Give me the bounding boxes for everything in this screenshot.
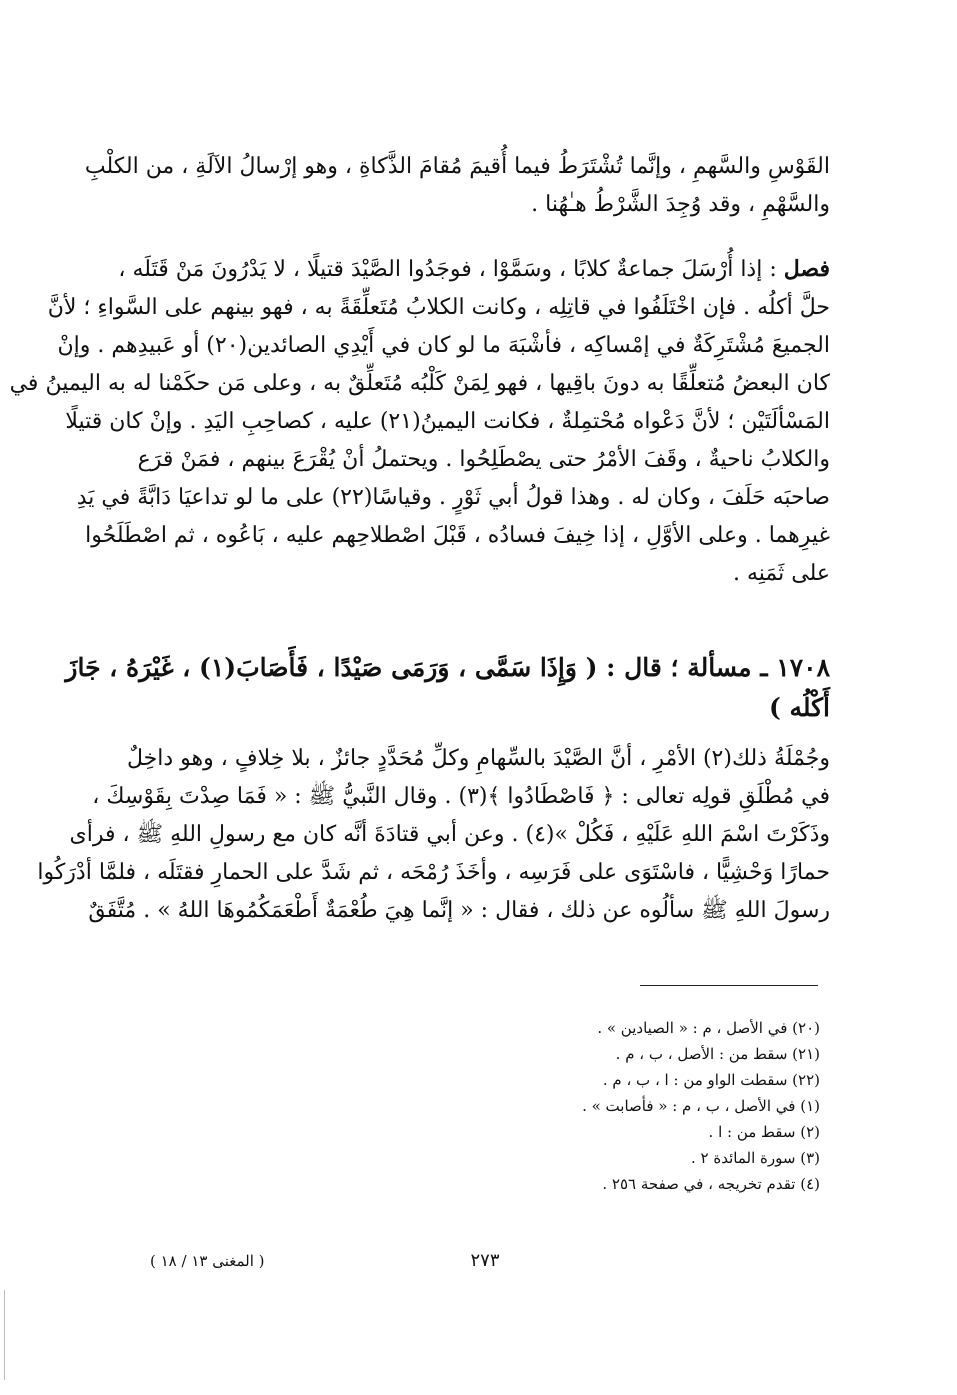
text-line: كان البعضُ مُتعلِّقًا به دونَ باقِيها ، فهو لِمَنْ كَلْبُه مُتَعلِّقٌ به ، وعلى مَن حكَمْنا له به اليمينُ في [9, 371, 830, 396]
text-line: القَوْسِ والسَّهمِ ، وإنَّما تُشْتَرَطُ فيما أُقيمَ مُقامَ الذَّكاةِ ، وهو إرْسالُ الآلَةِ ، من الكلْبِ [84, 154, 830, 179]
page-number: ٢٧٣ [470, 1250, 500, 1271]
footnote: (٢٠) في الأصل ، م : « الصيادين » . [597, 1019, 820, 1037]
text-line-body: : إذا أُرْسَلَ جماعةٌ كلابًا ، وسَمَّوْا ، فوجَدُوا الصَّيْدَ قتيلًا ، لا يَدْرُونَ مَنْ قَتَلَه ، [118, 257, 784, 282]
text-line: في مُطْلَقِ قولِه تعالى : ﴿ فَاصْطَادُوا ﴾(٣) . وقال النَّبيُّ ﷺ : « فَمَا صِدْتَ بِقَوْسِكَ ، [92, 784, 830, 809]
text-line: حمارًا وَحْشِيًّا ، فاسْتَوَى على فَرَسِه ، وأخَذَ رُمْحَه ، ثم شَدَّ على الحمارِ فقتَلَه ، فلمَّا أدْرَكُوا [37, 860, 830, 885]
scan-edge-line [4, 1290, 5, 1380]
heading-line: أَكْلُه ) [768, 693, 830, 722]
text-line: والكلابُ ناحيةٌ ، وقَفَ الأمْرُ حتى يصْطَلِحُوا . ويحتملُ أنْ يُقْرَعَ بينهم ، فمَنْ قرَع [137, 447, 830, 472]
footnote: (٢١) سقط من : الأصل ، ب ، م . [615, 1045, 820, 1063]
section-lead: فصل [783, 256, 830, 282]
paragraph-3 [37, 740, 830, 930]
paragraph-2 [9, 250, 830, 593]
text-line: رسولَ اللهِ ﷺ سألُوه عن ذلك ، فقال : « إنَّما هِيَ طُعْمَةٌ أَطْعَمَكُمُوهَا اللهُ » . مُتَّفَقٌ [88, 898, 830, 923]
footnotes [420, 1015, 820, 1197]
text-line: الجميعَ مُشْتَرِكَةٌ في إمْساكِه ، فأشْبَهَ ما لو كان في أَيْدِي الصائدين(٢٠) أو عَبيدِهم . وإنْ [57, 333, 830, 358]
footnote: (٤) تقدم تخريجه ، في صفحة ٢٥٦ . [602, 1175, 820, 1193]
paragraph-1 [84, 148, 830, 224]
footnote: (٢٢) سقطت الواو من : ا ، ب ، م . [602, 1071, 820, 1089]
heading-line: ١٧٠٨ ـ مسألة ؛ قال : ( وَإِذَا سَمَّى ، وَرَمَى صَيْدًا ، فَأَصَابَ(١) ، غَيْرَهُ ، جَازَ [65, 653, 830, 682]
mas-ala-heading [65, 648, 830, 728]
footnote: (٣) سورة المائدة ٢ . [691, 1149, 820, 1167]
text-line [118, 250, 830, 289]
text-line: وجُمْلَةُ ذلك(٢) الأمْرِ ، أنَّ الصَّيْدَ بالسِّهامِ وكلِّ مُحَدَّدٍ جائزٌ ، بلا خِلافٍ ، وهو داخِلٌ [126, 746, 830, 771]
text-line: المَسْألَتَيْن ؛ لأنَّ دَعْواه مُحْتمِلةٌ ، فكانت اليمينُ(٢١) عليه ، كصاحِبِ اليَدِ . وإنْ كان قتيلًا [65, 409, 830, 434]
footnote-divider [640, 985, 818, 986]
footnote: (٢) سقط من : ا . [708, 1123, 820, 1141]
volume-reference: ( المغنى ١٣ / ١٨ ) [150, 1252, 265, 1270]
text-line: وذَكَرْتَ اسْمَ اللهِ عَلَيْهِ ، فَكُلْ »(٤) . وعن أبي قتادَةَ أنَّه كان مع رسولِ اللهِ ﷺ ، فرأى [69, 822, 830, 847]
text-line: والسَّهْمِ ، وقد وُجِدَ الشَّرْطُ هـٰهُنا . [531, 192, 830, 217]
footnote: (١) في الأصل ، ب ، م : « فأصابت » . [582, 1097, 820, 1115]
text-line: على ثَمَنِه . [732, 561, 830, 586]
text-line: صاحبَه حَلَفَ ، وكان له . وهذا قولُ أبي ثَوْرٍ . وقياسًا(٢٢) على ما لو تداعيَا دَابَّةً في يَدِ [76, 485, 830, 510]
text-line: حلَّ أكلُه . فإن اخْتَلَفُوا في قاتِلِه ، وكانت الكلابُ مُتَعلِّقَةً به ، فهو بينهم على السَّواءِ ؛ لأنَّ [47, 295, 830, 320]
text-line: غيرِهما . وعلى الأوَّلِ ، إذا خِيفَ فسادُه ، قَبْلَ اصْطلاحِهم عليه ، بَاعُوه ، ثم اصْطَلَحُوا [85, 523, 830, 548]
